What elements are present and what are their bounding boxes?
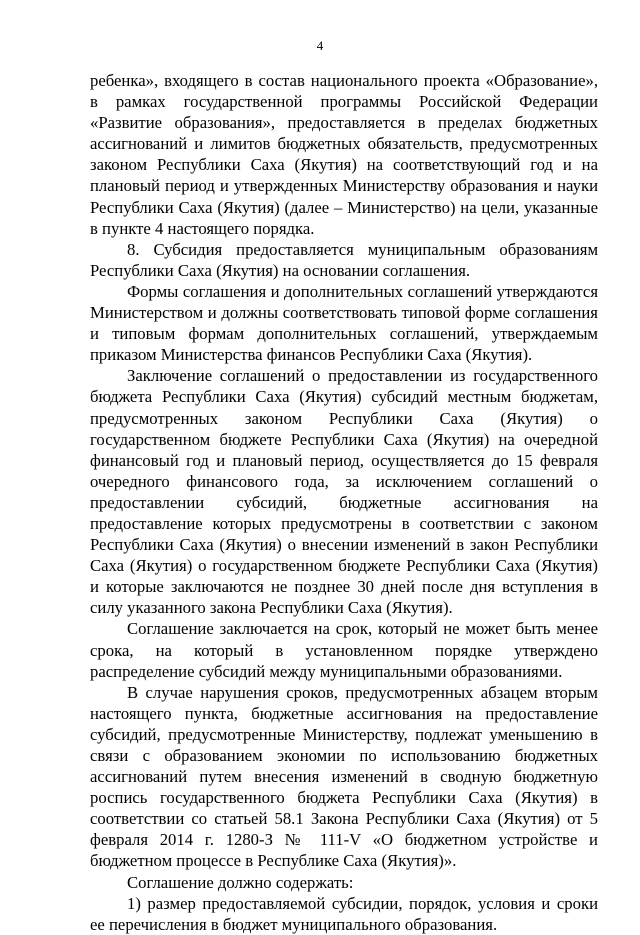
paragraph-deadline-violation: В случае нарушения сроков, предусмотренных абзацем вторым настоящего пункта, бюджетные ассигнования на предоставление субсидий, предусмотренные Министерству, подлежат уменьшению в связи с образованием экономии по использованию бюджетных ассигнований путем внесения изменений в сводную бюджетную роспись государственного бюджета Республики Саха (Якутия) в соответствии со статьей 58.1 Закона Республики Саха (Якутия) от 5 февраля 2014 г. 1280-З № 111-V «О бюджетном устройстве и бюджетном процессе в Республике Саха (Якутия)». [90,682,598,871]
paragraph-agreement-contents: Соглашение должно содержать: [127,872,354,892]
paragraph-item-8: 8. Субсидия предоставляется муниципальным образованиям Республики Саха (Якутия) на основании соглашения. [90,239,598,280]
paragraph-agreement-forms: Формы соглашения и дополнительных соглашений утверждаются Министерством и должны соответствовать типовой форме соглашения и типовым формам дополнительных соглашений, утверждаемым приказом Министерства финансов Республики Саха (Якутия). [90,281,598,365]
paragraph-agreement-conclusion: Заключение соглашений о предоставлении из государственного бюджета Республики Саха (Якутия) субсидий местным бюджетам, предусмотренных законом Республики Саха (Якутия) о государственном бюджете Республики Саха (Якутия) на очередной финансовый год и плановый период, осуществляется до 15 февраля очередного финансового года, за исключением соглашений о предоставлении субсидий, бюджетные ассигнования на предоставление которых предусмотрены в соответствии с законом Республики Саха (Якутия) о внесении изменений в закон Республики Саха (Якутия) о государственном бюджете Республики Саха (Якутия) и которые заключаются не позднее 30 дней после дня вступления в силу указанного закона Республики Саха (Якутия). [90,366,598,618]
document-body [90,70,598,935]
paragraph-continuation: ребенка», входящего в состав национального проекта «Образование», в рамках государственной программы Российской Федерации «Развитие образования», предоставляется в пределах бюджетных ассигнований и лимитов бюджетных обязательств, предусмотренных законом Республики Саха (Якутия) на соответствующий год и на плановый период и утвержденных Министерству образования и науки Республики Саха (Якутия) (далее – Министерство) на цели, указанные в пункте 4 настоящего порядка. [90,71,598,238]
paragraph-list-item-1: 1) размер предоставляемой субсидии, порядок, условия и сроки ее перечисления в бюджет муниципального образования. [90,893,598,934]
page-number: 4 [316,38,324,53]
paragraph-agreement-term: Соглашение заключается на срок, который не может быть менее срока, на который в установленном порядке утверждено распределение субсидий между муниципальными образованиями. [90,619,598,681]
